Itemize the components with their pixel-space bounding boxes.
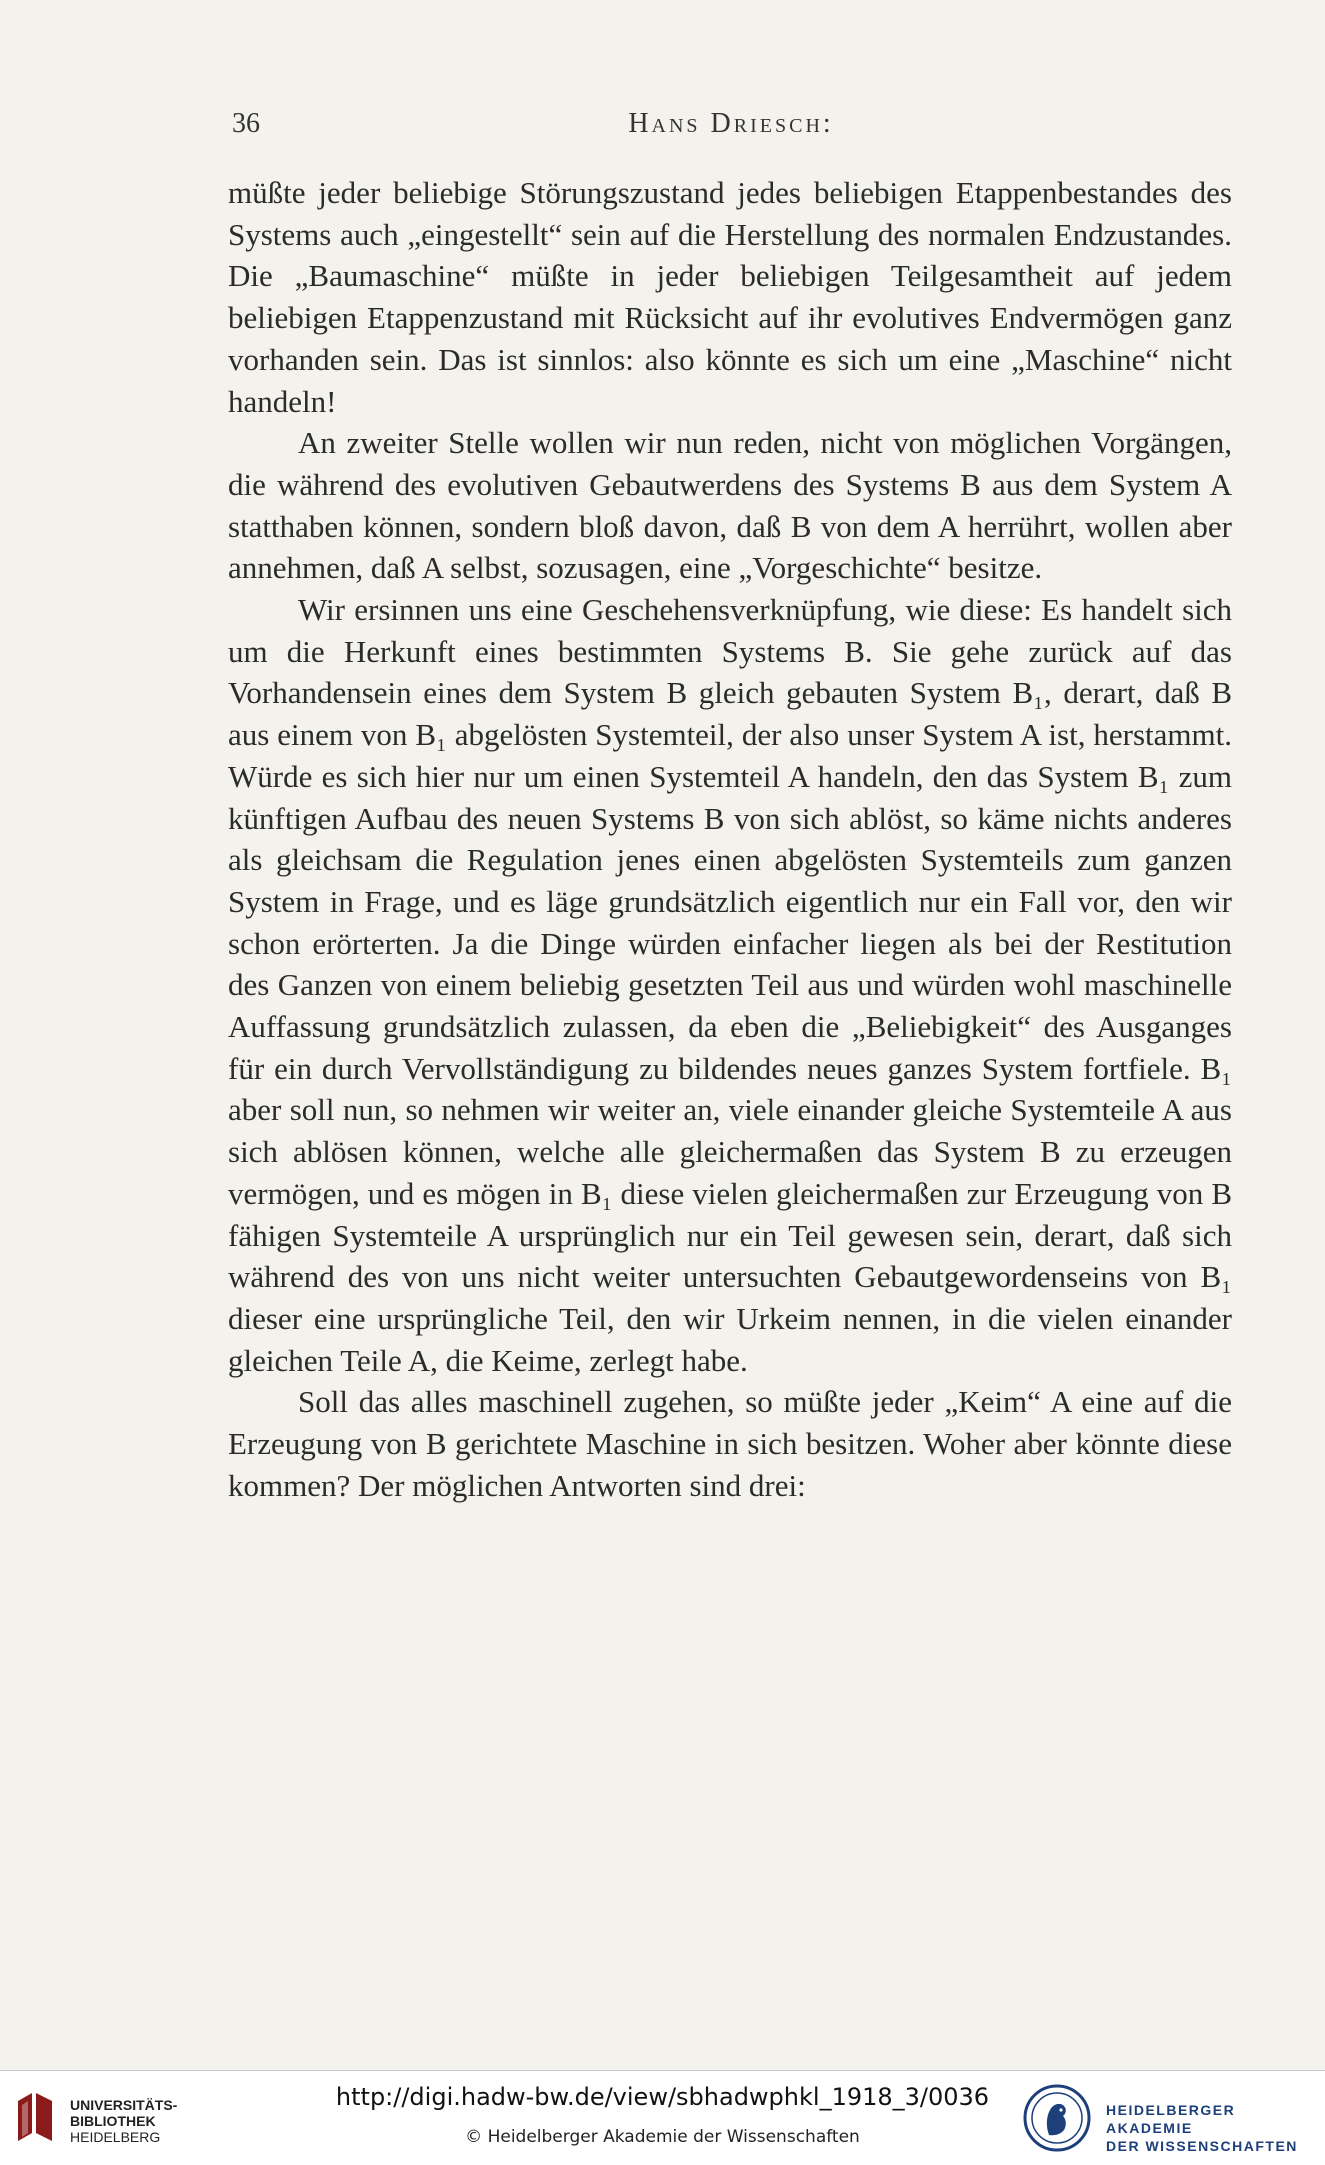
university-library-name: UNIVERSITÄTS- BIBLIOTHEK HEIDELBERG	[70, 2097, 178, 2145]
running-head: Hans Driesch:	[628, 108, 834, 139]
paragraph-2: An zweiter Stelle wollen wir nun reden, nicht von möglichen Vorgängen, die während des evolutiven Gebautwerdens des Systems B aus dem System A statthaben können, sondern bloß davon, daß B von dem A herrührt, wollen aber annehmen, daß A selbst, sozusagen, eine „Vorgeschichte“ besitze.	[228, 425, 1232, 586]
paragraph-4: Soll das alles maschinell zugehen, so müßte jeder „Keim“ A eine auf die Erzeugung von B gerichtete Maschine in sich besitzen. Woher aber könnte diese kommen? Der möglichen Antworten sind drei:	[228, 1384, 1232, 1503]
copyright-notice: © Heidelberger Akademie der Wissenschaften	[465, 2127, 860, 2147]
paragraph-1: müßte jeder beliebige Störungszustand jedes beliebigen Etappenbestandes des Systems auch „eingestellt“ sein auf die Herstellung des normalen Endzustandes. Die „Baumaschine“ müßte in jeder beliebigen Teilgesamtheit auf jedem beliebigen Etappenzustand mit Rücksicht auf ihr evolutives Endvermögen ganz vorhanden sein. Das ist sinnlos: also könnte es sich um eine „Maschine“ nicht handeln!	[228, 175, 1232, 419]
page-number: 36	[232, 108, 260, 139]
body-text	[228, 172, 1232, 1507]
paragraph-3: Wir ersinnen uns eine Geschehensverknüpfung, wie diese: Es handelt sich um die Herkunft eines bestimmten Systems B. Sie gehe zurück auf das Vorhandensein eines dem System B gleich gebauten System B₁, derart, daß B aus einem von B₁ abgelösten Systemteil, der also unser System A ist, herstammt. Würde es sich hier nur um einen Systemteil A handeln, den das System B₁ zum künftigen Aufbau des neuen Systems B von sich ablöst, so käme nichts anderes als gleichsam die Regulation jenes einen abgelösten Systemteils zum ganzen System in Frage, und es läge grundsätzlich eigentlich nur ein Fall vor, den wir schon erörterten. Ja die Dinge würden einfacher liegen als bei der Restitution des Ganzen von einem beliebig gesetzten Teil aus und würden wohl maschinelle Auffassung grundsätzlich zulassen, da eben die „Beliebigkeit“ des Ausganges für ein durch Vervollständigung zu bildendes neues ganzes System fortfiele. B₁ aber soll nun, so nehmen wir weiter an, viele einander gleiche Systemteile A aus sich ablösen können, welche alle gleichermaßen das System B zu erzeugen vermögen, und es mögen in B₁ diese vielen gleichermaßen zur Erzeugung von B fähigen Systemteile A ursprünglich nur ein Teil gewesen sein, derart, daß sich während des von uns nicht weiter untersuchten Gebautgewordenseins von B₁ dieser eine ursprüngliche Teil, den wir Urkeim nennen, in die vielen einander gleichen Teile A, die Keime, zerlegt habe.	[228, 592, 1232, 1378]
academy-logo[interactable]	[1022, 2081, 1312, 2157]
academy-name: HEIDELBERGER AKADEMIE DER WISSENSCHAFTEN	[1106, 2102, 1298, 2154]
academy-seal-icon	[1022, 2083, 1092, 2153]
footer-bar	[0, 2070, 1325, 2165]
permalink-url[interactable]: http://digi.hadw-bw.de/view/sbhadwphkl_1918_3/0036	[335, 2083, 990, 2111]
page-header	[232, 108, 1230, 148]
